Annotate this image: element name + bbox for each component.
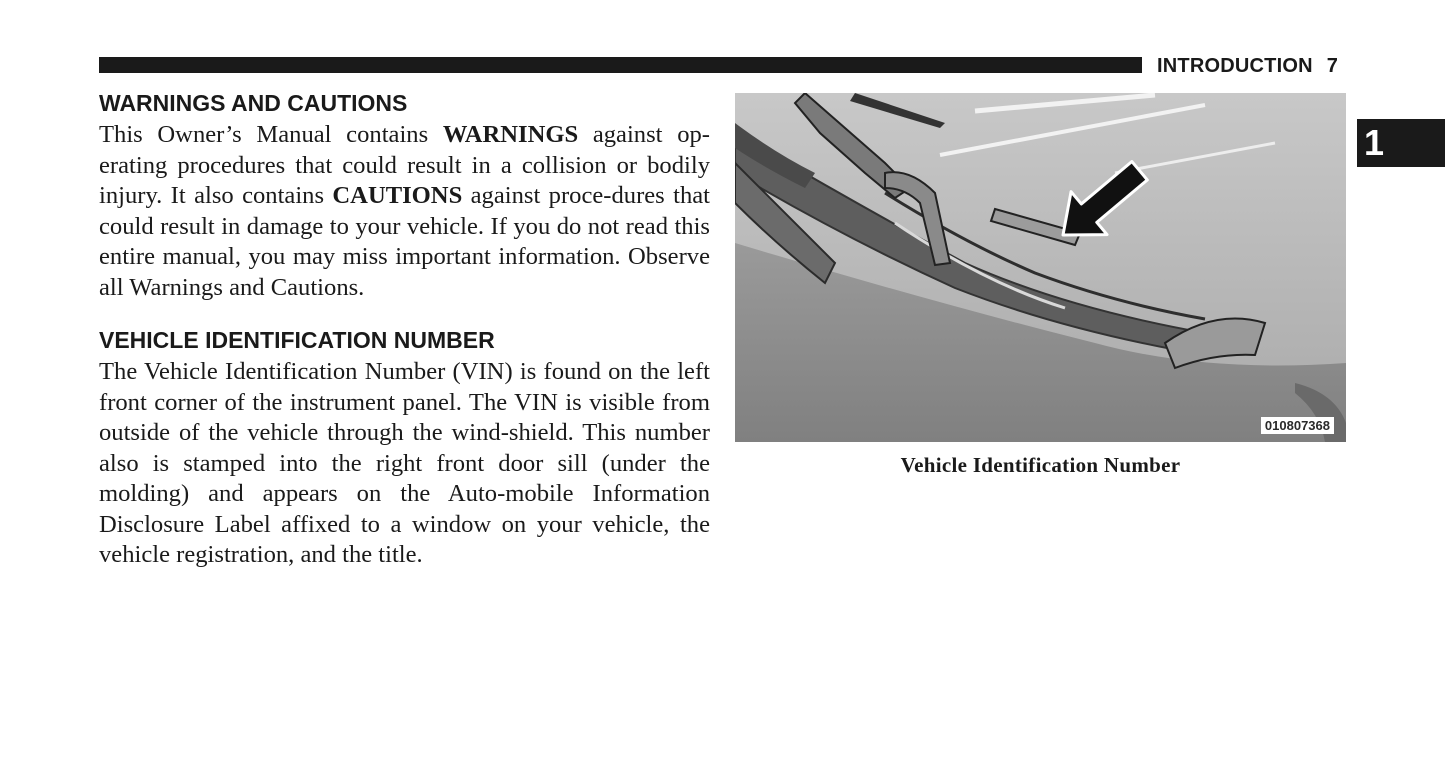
warnings-bold-warnings: WARNINGS [442, 121, 579, 148]
windshield-drawing [735, 93, 1346, 442]
warnings-bold-cautions: CAUTIONS [332, 182, 463, 209]
warnings-text-3: against proce-dures that could result in damage to your vehicle. If you do not read this entire manual, you may miss important information. Observe all Warnings and Cautions. [99, 182, 711, 301]
warnings-heading: WARNINGS AND CAUTIONS [99, 90, 408, 116]
figure-caption: Vehicle Identification Number [900, 453, 1181, 477]
vin-paragraph: The Vehicle Identification Number (VIN) is found on the left front corner of the instrument panel. The VIN is visible from outside of the vehicle through the wind-shield. This number also is stamped into the right front door sill (under the molding) and appears on the Auto-mobile Information Disclosure Label affixed to a window on your vehicle, the vehicle registration, and the title. [99, 358, 710, 568]
warnings-text-2: against op-erating procedures that could result in a collision or bodily injury. It also contains [99, 121, 710, 209]
vin-location-illustration [735, 93, 1346, 442]
text-column [99, 86, 710, 571]
page-number: 7 [1326, 55, 1339, 77]
header-rule [99, 57, 1142, 73]
warnings-paragraph [99, 120, 710, 303]
figure-code: 010807368 [1261, 417, 1334, 434]
section-title: INTRODUCTION [1157, 55, 1313, 77]
running-head [1157, 54, 1338, 78]
chapter-tab: 1 [1357, 119, 1445, 167]
vin-heading: VEHICLE IDENTIFICATION NUMBER [99, 327, 495, 353]
warnings-text-1: This Owner’s Manual contains [99, 121, 443, 148]
